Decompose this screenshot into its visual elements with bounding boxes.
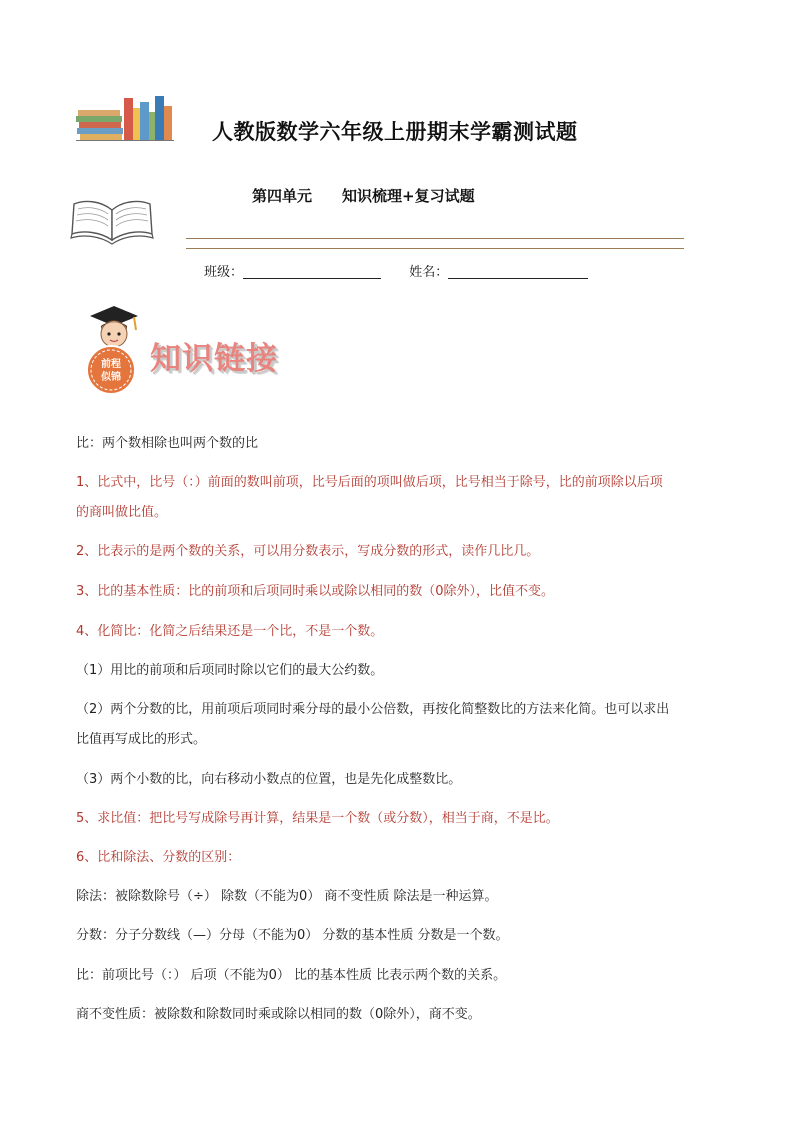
badge-text-line1: 前程 [101, 359, 121, 370]
books-icon [76, 92, 176, 142]
fraction-definition: 分数：分子分数线（—）分母（不能为0） 分数的基本性质 分数是一个数。 [76, 928, 509, 943]
point-6: 6、比和除法、分数的区别： [76, 850, 241, 865]
point-1-line-b: 的商叫做比值。 [76, 505, 168, 520]
point-1-line-a: 1、比式中，比号（：）前面的数叫前项，比号后面的项叫做后项，比号相当于除号，比的前项除以后项 [76, 475, 663, 490]
point-4: 4、化简比：化简之后结果还是一个比，不是一个数。 [76, 624, 384, 639]
point-5: 5、求比值：把比号写成除号再计算，结果是一个数（或分数），相当于商，不是比。 [76, 811, 559, 826]
class-label: 班级： [204, 265, 244, 280]
name-blank[interactable] [448, 264, 588, 279]
section-subtitle [252, 185, 475, 206]
header-rule-bottom [186, 248, 684, 249]
class-blank[interactable] [243, 264, 381, 279]
document-title: 人教版数学六年级上册期末学霸测试题 [212, 119, 578, 144]
point-4-sub-2-line-b: 比值再写成比的形式。 [76, 732, 207, 747]
point-3: 3、比的基本性质：比的前项和后项同时乘以或除以相同的数（0除外），比值不变。 [76, 584, 555, 599]
badge-text-line2: 似锦 [101, 372, 121, 383]
header-rule-top [186, 238, 684, 239]
unit-label: 第四单元 [252, 187, 313, 205]
topic-label: 知识梳理+复习试题 [342, 187, 475, 205]
point-4-sub-1: （1）用比的前项和后项同时除以它们的最大公约数。 [76, 663, 384, 678]
point-2: 2、比表示的是两个数的关系，可以用分数表示，写成分数的形式，读作几比几。 [76, 544, 540, 559]
intro-line: 比：两个数相除也叫两个数的比 [76, 436, 259, 451]
student-info-row [204, 261, 588, 280]
point-4-sub-3: （3）两个小数的比，向右移动小数点的位置，也是先化成整数比。 [76, 772, 462, 787]
open-book-icon [70, 196, 154, 246]
quotient-property: 商不变性质：被除数和除数同时乘或除以相同的数（0除外），商不变。 [76, 1007, 481, 1022]
knowledge-link-banner: 知识链接 [150, 341, 278, 377]
division-definition: 除法：被除数除号（÷） 除数（不能为0） 商不变性质 除法是一种运算。 [76, 889, 498, 904]
graduate-mascot-icon [76, 304, 152, 398]
name-label: 姓名： [409, 265, 449, 280]
ratio-definition: 比：前项比号（：） 后项（不能为0） 比的基本性质 比表示两个数的关系。 [76, 968, 507, 983]
point-4-sub-2-line-a: （2）两个分数的比，用前项后项同时乘分母的最小公倍数，再按化简整数比的方法来化简。也可以求出 [76, 702, 670, 717]
